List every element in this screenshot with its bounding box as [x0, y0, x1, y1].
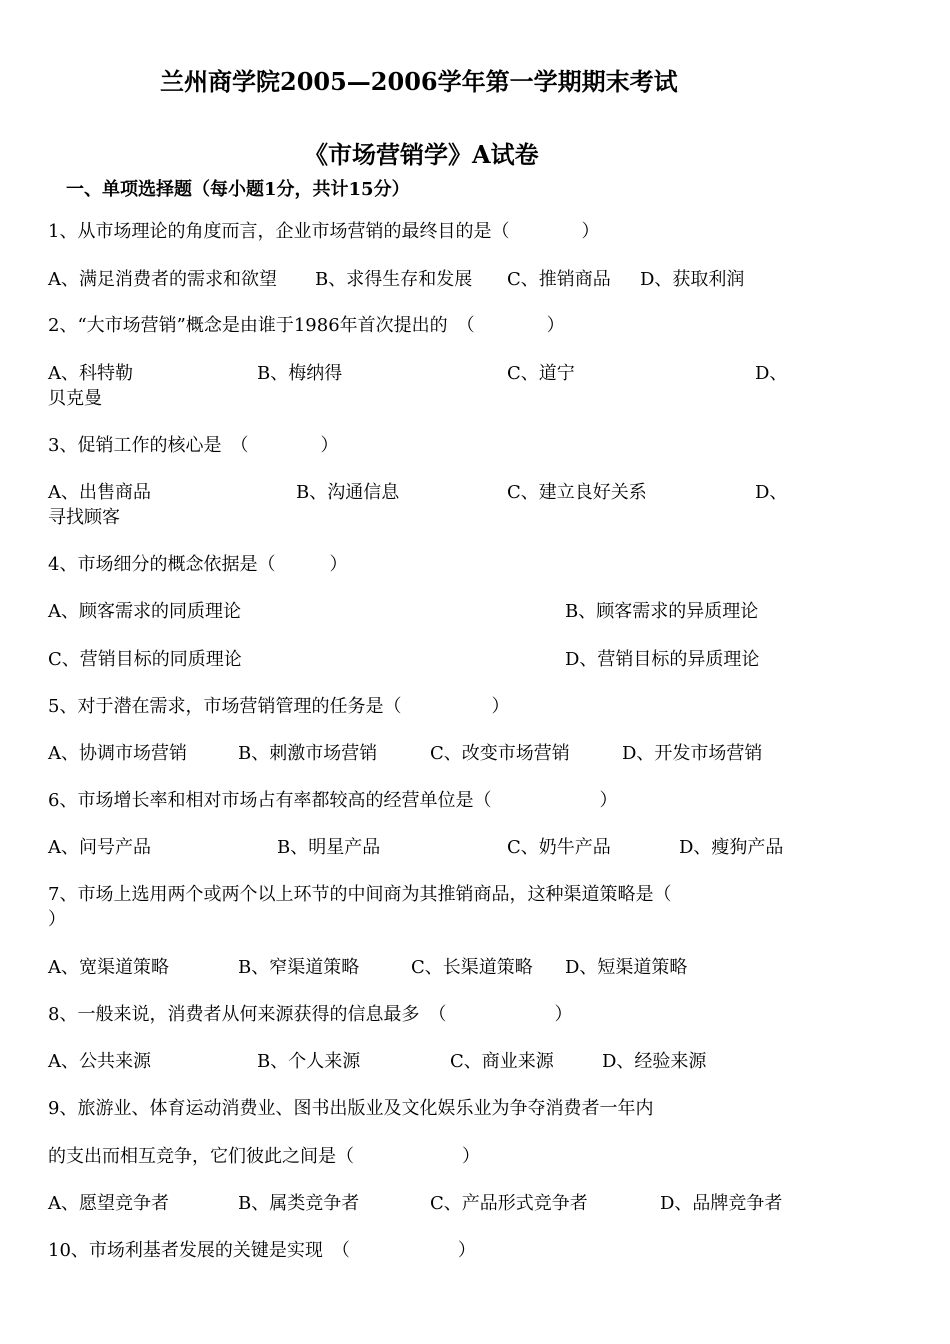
q2-option-d: D、	[755, 363, 788, 384]
q1-option-d: D、获取利润	[640, 269, 745, 290]
question-5: 5、对于潜在需求，市场营销管理的任务是（ ）	[48, 696, 510, 717]
q6-option-d: D、瘦狗产品	[679, 837, 784, 858]
q6-option-a: A、问号产品	[48, 837, 151, 858]
question-9-wrap: 的支出而相互竞争，它们彼此之间是（ ）	[48, 1146, 480, 1167]
q7-option-d: D、短渠道策略	[565, 957, 688, 978]
q3-option-c: C、建立良好关系	[507, 482, 647, 503]
section-heading: 一、单项选择题（每小题1分，共计15分）	[66, 179, 410, 200]
question-4: 4、市场细分的概念依据是（ ）	[48, 554, 348, 575]
q9-option-d: D、品牌竞争者	[660, 1193, 783, 1214]
q4-option-d: D、营销目标的异质理论	[565, 649, 760, 670]
q7-option-a: A、宽渠道策略	[48, 957, 169, 978]
q5-option-d: D、开发市场营销	[622, 743, 763, 764]
q3-option-b: B、沟通信息	[296, 482, 400, 503]
q5-option-a: A、协调市场营销	[48, 743, 187, 764]
question-3: 3、促销工作的核心是 （ ）	[48, 435, 339, 456]
q1-option-b: B、求得生存和发展	[315, 269, 473, 290]
question-1: 1、从市场理论的角度而言，企业市场营销的最终目的是（ ）	[48, 221, 600, 242]
q7-option-c: C、长渠道策略	[411, 957, 533, 978]
q8-option-a: A、公共来源	[48, 1051, 151, 1072]
q9-option-a: A、愿望竞争者	[48, 1193, 169, 1214]
question-8: 8、一般来说，消费者从何来源获得的信息最多 （ ）	[48, 1004, 573, 1025]
q8-option-b: B、个人来源	[257, 1051, 361, 1072]
q6-option-c: C、奶牛产品	[507, 837, 611, 858]
q5-option-b: B、刺激市场营销	[238, 743, 378, 764]
q7-option-b: B、窄渠道策略	[238, 957, 360, 978]
q4-option-a: A、顾客需求的同质理论	[48, 601, 241, 622]
q6-option-b: B、明星产品	[277, 837, 381, 858]
q3-option-d-wrap: 寻找顾客	[48, 507, 120, 528]
q2-option-b: B、梅纳得	[257, 363, 343, 384]
q2-option-a: A、科特勒	[48, 363, 133, 384]
q2-option-d-wrap: 贝克曼	[48, 388, 102, 409]
q9-option-c: C、产品形式竞争者	[430, 1193, 588, 1214]
question-10: 10、市场利基者发展的关键是实现 （ ）	[48, 1240, 476, 1261]
q1-option-a: A、满足消费者的需求和欲望	[48, 269, 277, 290]
q1-option-c: C、推销商品	[507, 269, 611, 290]
q2-option-c: C、道宁	[507, 363, 575, 384]
q4-option-b: B、顾客需求的异质理论	[565, 601, 759, 622]
question-2: 2、“大市场营销”概念是由谁于1986年首次提出的 （ ）	[48, 315, 565, 336]
exam-title: 兰州商学院2005—2006学年第一学期期末考试	[160, 67, 678, 96]
question-6: 6、市场增长率和相对市场占有率都较高的经营单位是（ ）	[48, 790, 618, 811]
q4-option-c: C、营销目标的同质理论	[48, 649, 242, 670]
question-7-wrap: ）	[48, 909, 66, 930]
q8-option-d: D、经验来源	[602, 1051, 707, 1072]
q3-option-a: A、出售商品	[48, 482, 151, 503]
exam-subtitle: 《市场营销学》A试卷	[304, 140, 539, 169]
q9-option-b: B、属类竞争者	[238, 1193, 360, 1214]
q3-option-d: D、	[755, 482, 788, 503]
question-9: 9、旅游业、体育运动消费业、图书出版业及文化娱乐业为争夺消费者一年内	[48, 1098, 654, 1119]
question-7: 7、市场上选用两个或两个以上环节的中间商为其推销商品，这种渠道策略是（	[48, 884, 672, 905]
q5-option-c: C、改变市场营销	[430, 743, 570, 764]
q8-option-c: C、商业来源	[450, 1051, 554, 1072]
